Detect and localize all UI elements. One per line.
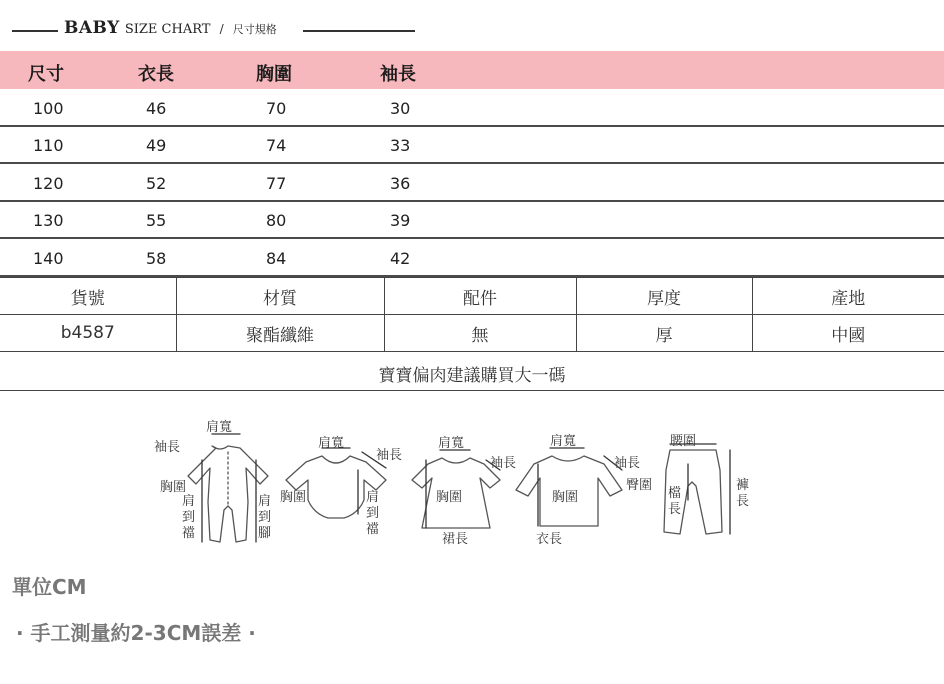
zh-title: 尺寸規格 xyxy=(232,23,277,36)
header-rule-left xyxy=(12,30,58,32)
col-chest: 胸圍 xyxy=(256,64,292,85)
romper-icon xyxy=(188,434,268,542)
dress-chest-label: 胸圍 xyxy=(436,490,463,505)
cell-length: 58 xyxy=(146,249,167,268)
cell-sleeve: 39 xyxy=(390,211,411,230)
measurement-diagrams xyxy=(140,410,760,560)
cell-sleeve: 42 xyxy=(390,249,411,268)
cell-size: 100 xyxy=(33,99,64,118)
romper-shoulder-label: 肩寬 xyxy=(206,420,233,435)
size-row xyxy=(0,90,944,127)
cell-chest: 70 xyxy=(266,99,287,118)
spec-value-origin: 中國 xyxy=(752,315,944,352)
spec-header-accessories: 配件 xyxy=(384,278,576,315)
size-row xyxy=(0,240,944,277)
bodysuit-shoulder-label: 肩寬 xyxy=(318,436,345,451)
pants-crotch-label: 檔長 xyxy=(668,486,682,517)
pants-hip-label: 臀圍 xyxy=(626,478,653,493)
bodysuit-shoulder-to-crotch-label: 肩到襠 xyxy=(366,490,380,537)
size-advice: 寶寶偏肉建議購買大一碼 xyxy=(0,353,944,391)
size-chart-text: SIZE CHART xyxy=(124,22,211,37)
pants-waist-label: 腰圍 xyxy=(670,434,697,449)
spec-table xyxy=(0,277,944,352)
romper-chest-label: 胸圍 xyxy=(160,480,187,495)
cell-size: 120 xyxy=(33,174,64,193)
cell-length: 52 xyxy=(146,174,167,193)
cell-length: 55 xyxy=(146,211,167,230)
unit-label: 單位CM xyxy=(12,575,87,599)
spec-value-row xyxy=(0,315,944,352)
cell-size: 110 xyxy=(33,136,64,155)
spec-header-row xyxy=(0,278,944,315)
bodysuit-chest-label: 胸圍 xyxy=(280,490,307,505)
size-row xyxy=(0,127,944,164)
brand-text: BABY xyxy=(64,18,120,38)
cell-chest: 80 xyxy=(266,211,287,230)
col-size: 尺寸 xyxy=(28,64,64,85)
cell-chest: 74 xyxy=(266,136,287,155)
col-length: 衣長 xyxy=(138,64,174,85)
top-length-label: 衣長 xyxy=(536,532,563,547)
dress-shoulder-label: 肩寬 xyxy=(438,436,465,451)
spec-header-material: 材質 xyxy=(176,278,384,315)
cell-size: 130 xyxy=(33,211,64,230)
top-chest-label: 胸圍 xyxy=(552,490,579,505)
spec-value-thickness: 厚 xyxy=(576,315,752,352)
bodysuit-sleeve-label: 袖長 xyxy=(376,448,403,463)
size-table-header xyxy=(0,51,944,89)
size-row xyxy=(0,165,944,202)
chart-header xyxy=(0,18,944,44)
measurement-error-note: · 手工測量約2-3CM誤差 · xyxy=(16,621,256,645)
cell-sleeve: 30 xyxy=(390,99,411,118)
spec-header-thickness: 厚度 xyxy=(576,278,752,315)
spec-value-material: 聚酯纖維 xyxy=(176,315,384,352)
romper-shoulder-to-foot-label: 肩到腳 xyxy=(258,494,272,541)
spec-value-item-no: b4587 xyxy=(0,315,176,352)
top-shoulder-label: 肩寬 xyxy=(550,434,577,449)
cell-chest: 77 xyxy=(266,174,287,193)
top-sleeve-label: 袖長 xyxy=(614,456,641,471)
cell-sleeve: 33 xyxy=(390,136,411,155)
cell-length: 46 xyxy=(146,99,167,118)
spec-header-item-no: 貨號 xyxy=(0,278,176,315)
header-rule-right xyxy=(303,30,415,32)
cell-length: 49 xyxy=(146,136,167,155)
romper-shoulder-to-crotch-label: 肩到襠 xyxy=(182,494,196,541)
title-separator: / xyxy=(219,22,224,36)
cell-chest: 84 xyxy=(266,249,287,268)
dress-skirt-length-label: 裙長 xyxy=(442,532,469,547)
cell-sleeve: 36 xyxy=(390,174,411,193)
cell-size: 140 xyxy=(33,249,64,268)
dress-sleeve-label: 袖長 xyxy=(490,456,517,471)
pants-length-label: 褲長 xyxy=(736,478,750,509)
col-sleeve: 袖長 xyxy=(380,64,416,85)
romper-sleeve-label: 袖長 xyxy=(154,440,181,455)
spec-value-accessories: 無 xyxy=(384,315,576,352)
spec-header-origin: 產地 xyxy=(752,278,944,315)
chart-title xyxy=(64,18,277,38)
size-row xyxy=(0,202,944,239)
